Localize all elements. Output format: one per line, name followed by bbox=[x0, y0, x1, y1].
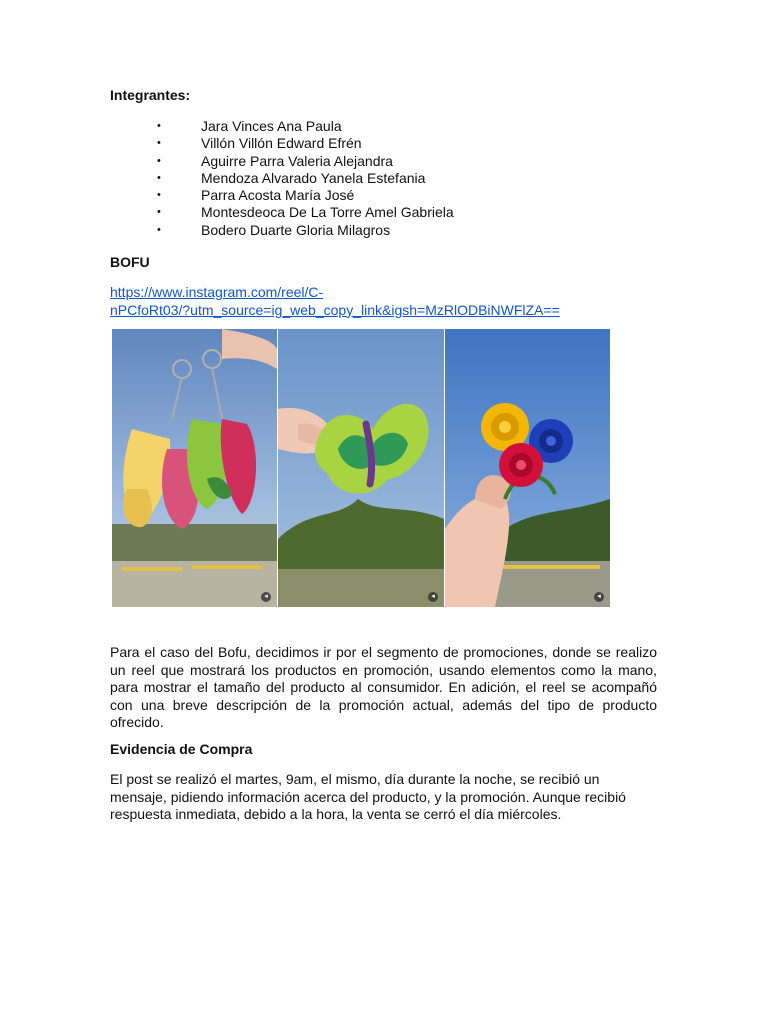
product-photo-strip bbox=[112, 329, 610, 607]
speaker-icon: ◂ bbox=[594, 592, 604, 602]
bullet-icon: • bbox=[157, 206, 161, 219]
speaker-icon: ◂ bbox=[428, 592, 438, 602]
keychains-photo bbox=[112, 329, 277, 607]
speaker-icon: ◂ bbox=[261, 592, 271, 602]
list-item: • Bodero Duarte Gloria Milagros bbox=[157, 221, 391, 238]
list-item: • Parra Acosta María José bbox=[157, 187, 355, 204]
butterfly-photo bbox=[278, 329, 444, 607]
evidence-paragraph: El post se realizó el martes, 9am, el mismo, día durante la noche, se recibió un mensaje, pidiendo información acerca del producto, y la promoción. Aunque recibió respuesta inmediata, debido a la hora, la venta se cerró el día miércoles. bbox=[110, 771, 626, 822]
bofu-heading: BOFU bbox=[110, 254, 150, 270]
bullet-icon: • bbox=[157, 154, 161, 167]
members-heading: Integrantes: bbox=[110, 87, 191, 103]
list-item: • Villón Villón Edward Efrén bbox=[157, 135, 362, 152]
list-item: • Jara Vinces Ana Paula bbox=[157, 118, 342, 134]
members-list bbox=[110, 118, 454, 239]
bullet-icon: • bbox=[157, 171, 161, 184]
list-item: • Aguirre Parra Valeria Alejandra bbox=[157, 152, 393, 169]
bofu-paragraph: Para el caso del Bofu, decidimos ir por el segmento de promociones, donde se realizo un reel que mostrará los productos en promoción, usando elementos como la mano, para mostrar el tamaño del producto al consumidor. En adición, el reel se acompañó con una breve descripción de la promoción actual, además del tipo de producto ofrecido. bbox=[110, 644, 657, 730]
roses-photo bbox=[445, 329, 610, 607]
evidence-heading: Evidencia de Compra bbox=[110, 741, 253, 757]
list-item: • Montesdeoca De La Torre Amel Gabriela bbox=[157, 204, 454, 221]
bullet-icon: • bbox=[157, 223, 161, 236]
instagram-reel-link[interactable]: https://www.instagram.com/reel/C- nPCfoRt03/?utm_source=ig_web_copy_link&igsh=MzRlODBiNWFlZA== bbox=[110, 284, 560, 318]
list-item: • Mendoza Alvarado Yanela Estefania bbox=[157, 169, 426, 186]
bullet-icon: • bbox=[157, 137, 161, 150]
bullet-icon: • bbox=[157, 120, 161, 132]
bullet-icon: • bbox=[157, 189, 161, 202]
